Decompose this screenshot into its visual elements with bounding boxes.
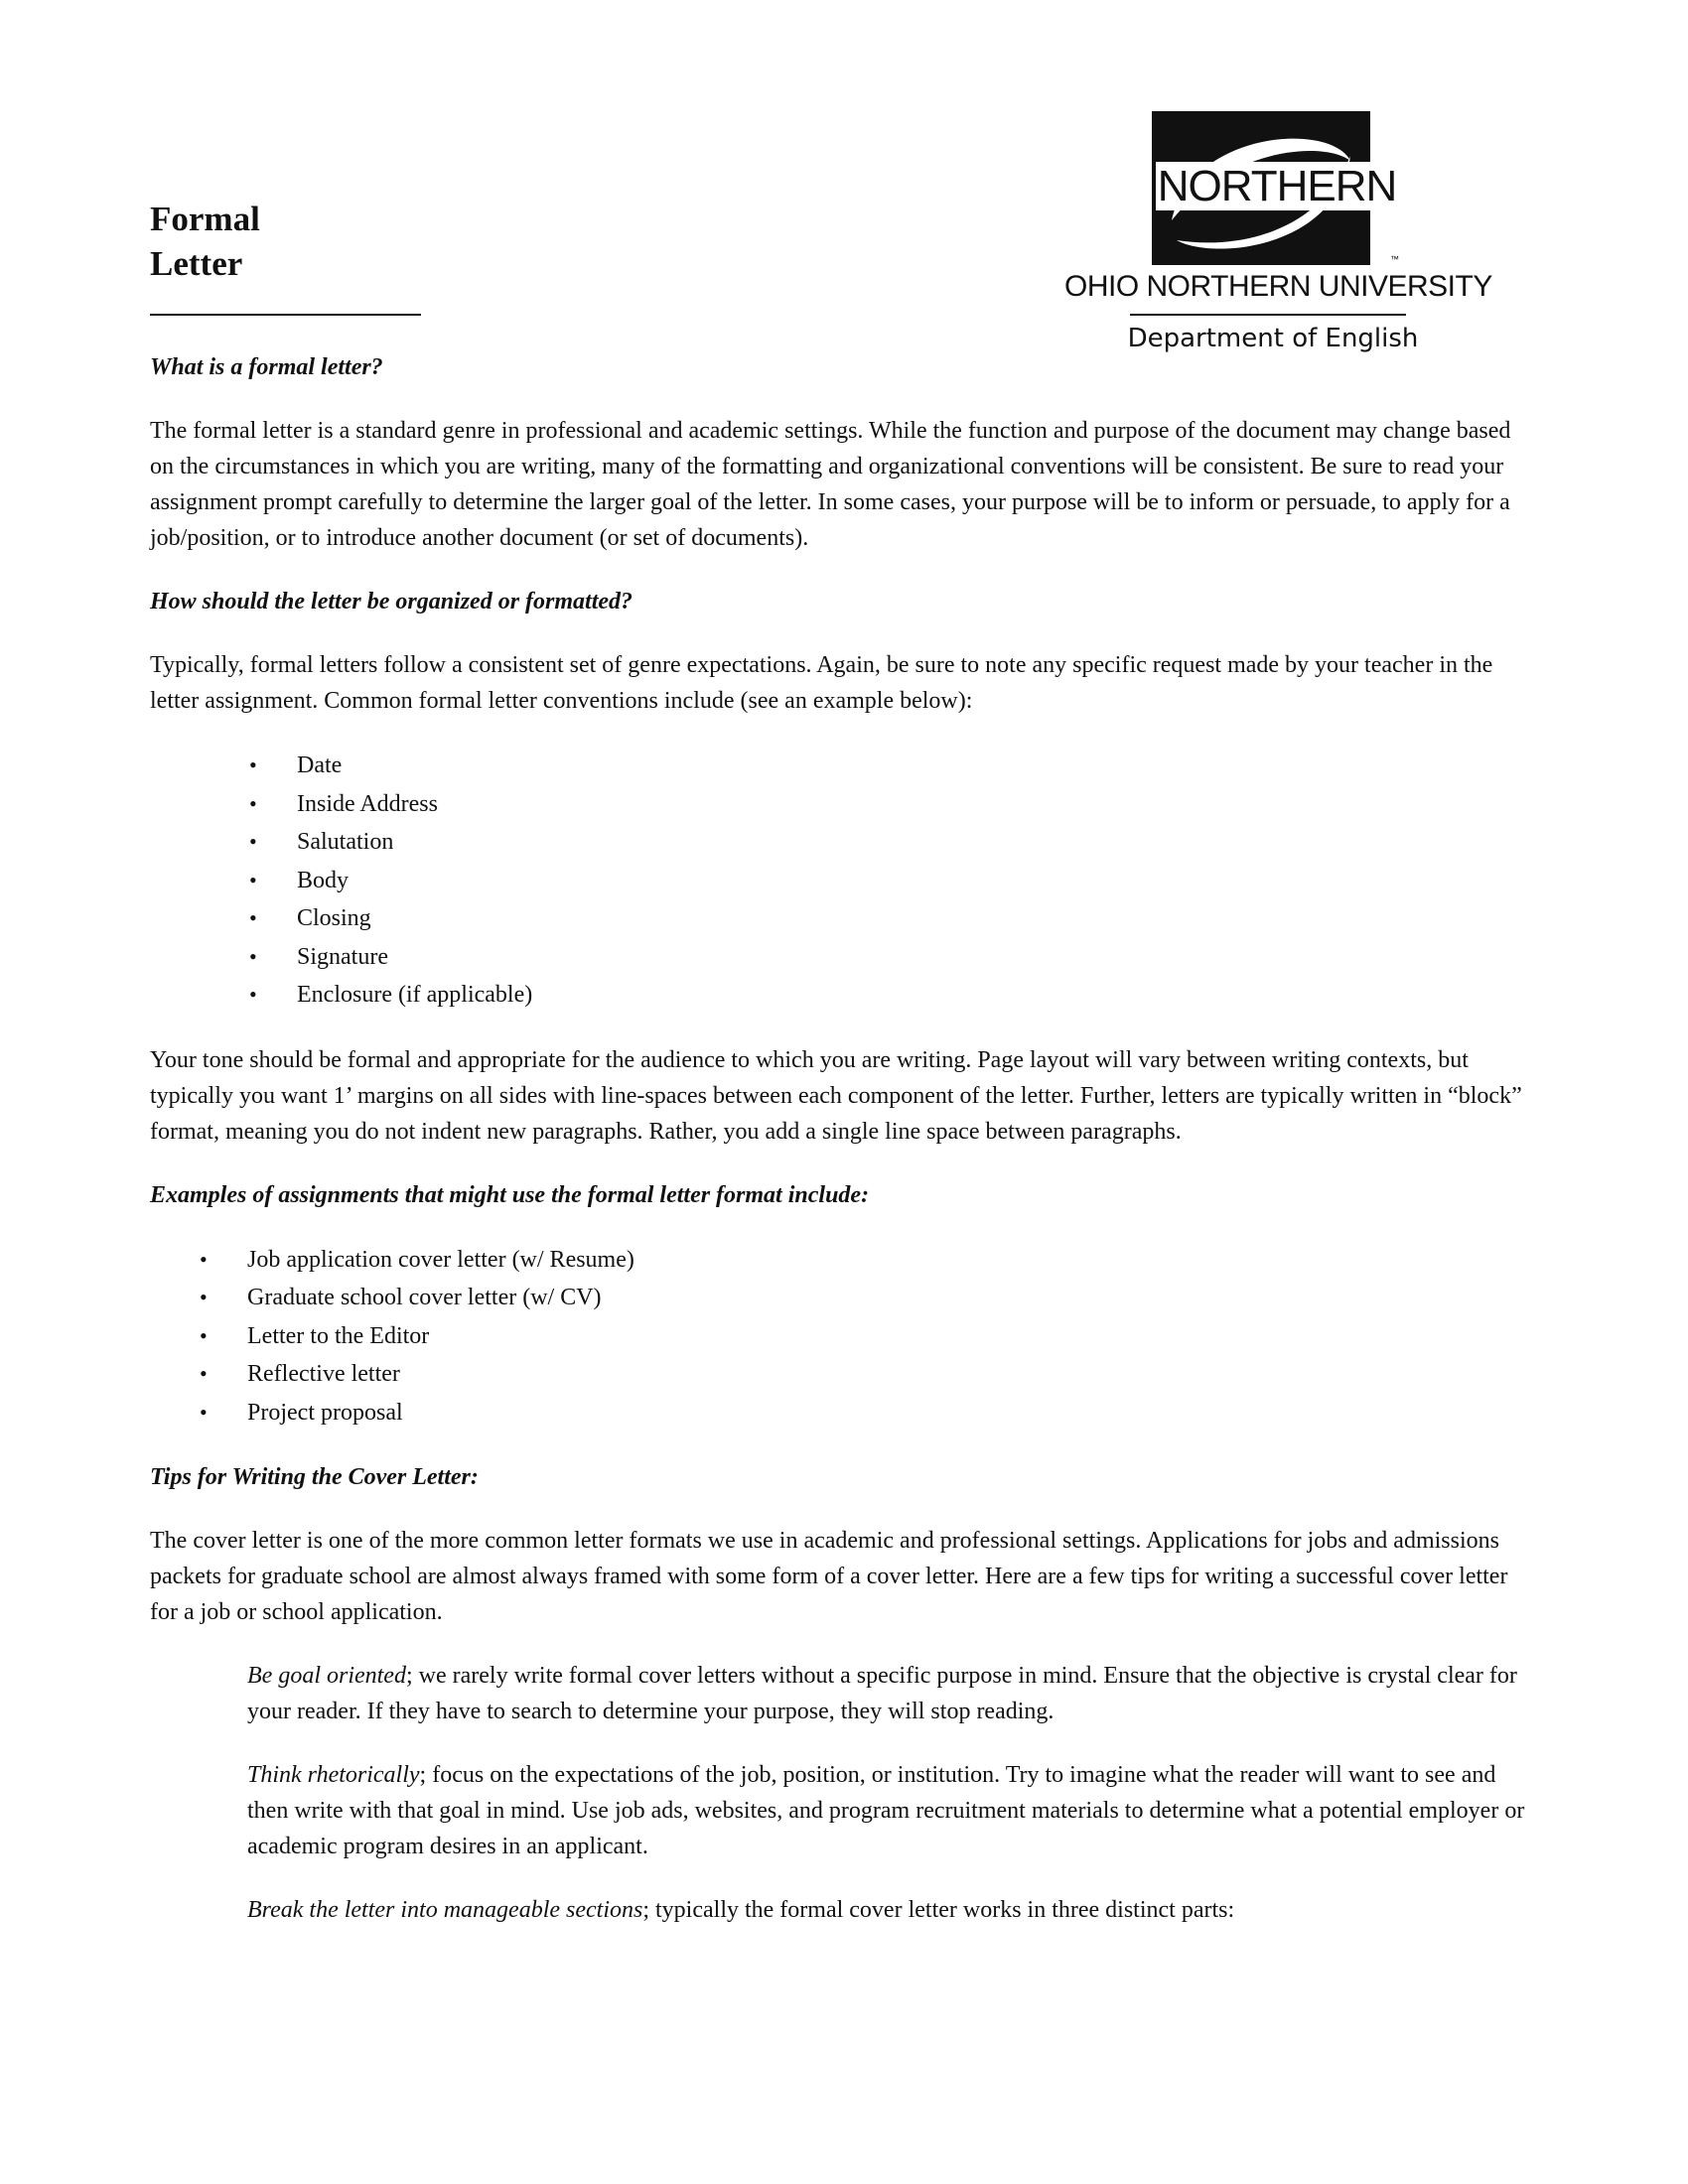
list-item: • Reflective letter <box>200 1361 400 1387</box>
title-underline <box>150 314 421 316</box>
heading-examples: Examples of assignments that might use the formal letter format include: <box>150 1181 870 1208</box>
list-item: • Salutation <box>249 829 394 855</box>
list-item: • Graduate school cover letter (w/ CV) <box>200 1285 602 1310</box>
list-item: • Closing <box>249 905 371 931</box>
tip-goal-oriented: Be goal oriented; we rarely write formal cover letters without a specific purpose in mind. Ensure that the objective is crystal clear for your reader. If they have to search to determine your purpose, they will stop reading. <box>247 1663 1517 1724</box>
document-body <box>150 349 1540 1928</box>
list-item: • Letter to the Editor <box>200 1322 430 1349</box>
paragraph-how-organized: Typically, formal letters follow a consistent set of genre expectations. Again, be sure to note any specific request made by your teacher in the letter assignment. Common formal letter conventions include (see an example below): <box>150 652 1493 714</box>
paragraph-tone: Your tone should be formal and appropriate for the audience to which you are writing. Page layout will vary between writing contexts, but typically you want 1’ margins on all sides with line-spaces between each component of the letter. Further, letters are typically written in “block” format, meaning you do not indent new paragraphs. Rather, you add a single line space between paragraphs. <box>150 1046 1522 1145</box>
list-item: • Project proposal <box>200 1399 403 1426</box>
list-item: • Signature <box>249 943 388 970</box>
logo-divider <box>1130 314 1406 316</box>
heading-tips: Tips for Writing the Cover Letter: <box>150 1464 479 1490</box>
tip-break-sections: Break the letter into manageable sections; typically the formal cover letter works in three distinct parts: <box>247 1897 1235 1923</box>
list-item: • Body <box>249 867 350 893</box>
logo-department-name: Department of English <box>1127 324 1419 353</box>
paragraph-tips: The cover letter is one of the more common letter formats we use in academic and professional settings. Applications for jobs and admissions packets for graduate school are almost always framed with some form of a cover letter. Here are a few tips for writing a successful cover letter for a job or school application. <box>150 1528 1508 1625</box>
examples-list <box>150 1241 1540 1433</box>
logo-university-name: OHIO NORTHERN UNIVERSITY <box>1064 270 1492 303</box>
university-logo <box>1053 107 1499 365</box>
conventions-list <box>150 747 1540 1015</box>
title-line-1: Formal <box>150 200 260 238</box>
logo-wordmark: NORTHERN <box>1157 162 1397 210</box>
title-line-2: Letter <box>150 244 243 283</box>
page-title <box>150 197 448 286</box>
heading-how-organized: How should the letter be organized or formatted? <box>150 589 633 614</box>
list-item: • Enclosure (if applicable) <box>249 982 533 1008</box>
list-item: • Inside Address <box>249 790 438 817</box>
paragraph-what-is: The formal letter is a standard genre in professional and academic settings. While the function and purpose of the document may change based on the circumstances in which you are writing, many of the formatting and organizational conventions will be consistent. Be sure to read your assignment prompt carefully to determine the larger goal of the letter. In some cases, your purpose will be to inform or persuade, to apply for a job/position, or to introduce another document (or set of documents). <box>150 418 1511 551</box>
list-item: • Job application cover letter (w/ Resume) <box>200 1246 634 1273</box>
heading-what-is: What is a formal letter? <box>150 354 383 380</box>
logo-trademark: ™ <box>1390 254 1399 264</box>
tip-think-rhetorically: Think rhetorically; focus on the expectations of the job, position, or institution. Try to imagine what the reader will want to see and then write with that goal in mind. Use job ads, websites, and program recruitment materials to determine what a potential employer or academic program desires in an applicant. <box>247 1762 1525 1859</box>
list-item: • Date <box>249 752 343 778</box>
